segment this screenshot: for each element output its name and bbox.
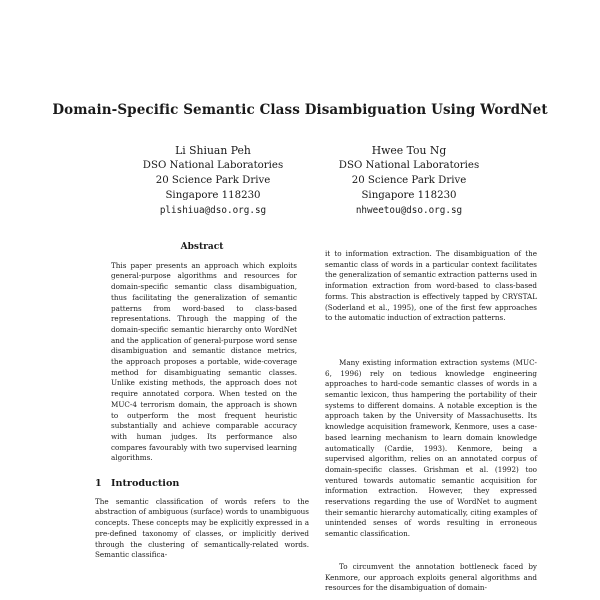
author-affiliation: DSO National Laboratories xyxy=(142,160,284,171)
author-email: nhweetou@dso.org.sg xyxy=(355,205,463,216)
author-affiliation: DSO National Laboratories xyxy=(338,160,480,171)
body-paragraph-1: it to information extraction. The disambiguation of the semantic class of words in a particular context facilitates the generalization of semantic extraction patterns used in information extraction from word-based to class-based forms. This abstraction is effectively tapped by CRYSTAL (Soderland et al., 1995), one of the first few approaches to the automatic induction of extraction patterns. xyxy=(325,249,537,323)
abstract-text: This paper presents an approach which exploits general-purpose algorithms and resources for domain-specific semantic class disambiguation, thus facilitating the generalization of semantic patterns from word-based to class-based representations. Through the mapping of the domain-specific semantic hierarchy onto WordNet and the application of general-purpose word sense disambiguation and semantic distance metrics, the approach proposes a portable, wide-coverage method for disambiguating semantic classes. Unlike existing methods, the approach does not require annotated corpora. When tested on the MUC-4 terrorism domain, the approach is shown to outperform the most frequent heuristic substantially and achieve comparable accuracy with human judges. Its performance also compares favourably with two supervised learning algorithms. xyxy=(111,260,297,463)
intro-paragraph: The semantic classification of words refers to the abstraction of ambiguous (surface) words to unambiguous concepts. These concepts may be explicitly expressed in a pre-defined taxonomy of classes, or implicitly derived through the clustering of semantically-related words. Semantic classifica- xyxy=(95,496,309,560)
author-email: plishiua@dso.org.sg xyxy=(159,205,267,216)
right-column xyxy=(325,249,537,594)
author-name: Hwee Tou Ng xyxy=(371,144,447,157)
author-name: Li Shiuan Peh xyxy=(175,144,251,157)
left-column xyxy=(95,242,309,561)
author-city: Singapore 118230 xyxy=(165,190,261,201)
section-title: Introduction xyxy=(111,478,180,490)
section-number: 1 xyxy=(95,478,102,490)
body-paragraph-2: Many existing information extraction systems (MUC-6, 1996) rely on tedious knowledge engineering approaches to hard-code semantic classes of words in a semantic lexicon, thus hampering the portability of their systems to different domains. A notable exception is the approach taken by the University of Massachusetts. Its knowledge acquisition framework, Kenmore, uses a case-based learning mechanism to learn domain knowledge automatically (Cardie, 1993). Kenmore, being a supervised algorithm, relies on an annotated corpus of domain-specific classes. Grishman et al. (1992) too ventured towards automatic semantic acquisition for information extraction. However, they expressed reservations regarding the use of WordNet to augment their semantic hierarchy automatically, citing examples of unintended senses of words resulting in erroneous semantic classification. xyxy=(325,357,537,539)
paper-title: Domain-Specific Semantic Class Disambiguation Using WordNet xyxy=(52,102,548,118)
author-block-1 xyxy=(113,143,313,218)
body-paragraph-3: To circumvent the annotation bottleneck faced by Kenmore, our approach exploits general algorithms and resources for the disambiguation of domain- xyxy=(325,561,537,593)
author-block-2 xyxy=(309,143,509,218)
section-heading-introduction xyxy=(95,479,309,490)
author-address: 20 Science Park Drive xyxy=(351,175,467,186)
author-address: 20 Science Park Drive xyxy=(155,175,271,186)
author-city: Singapore 118230 xyxy=(361,190,457,201)
abstract-heading: Abstract xyxy=(180,242,224,252)
